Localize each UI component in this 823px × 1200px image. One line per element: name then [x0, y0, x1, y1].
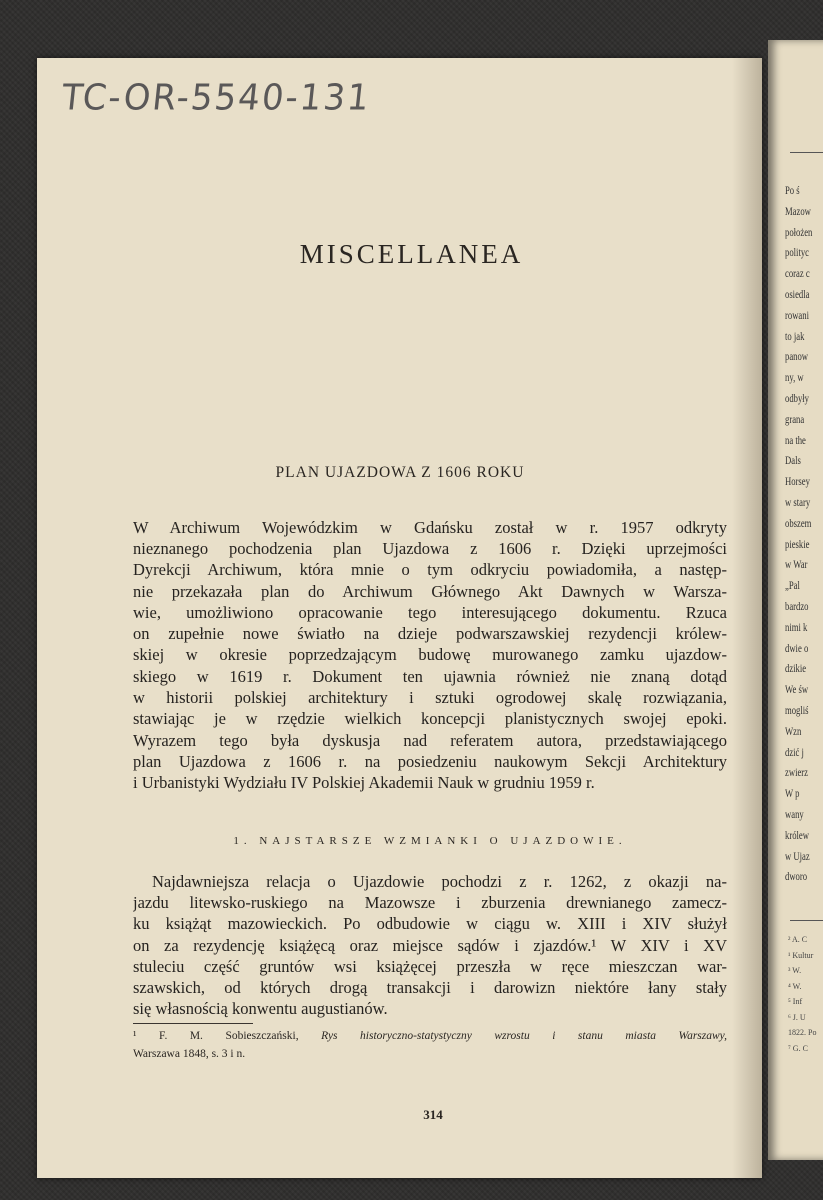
text-line: stuleciu część gruntów wsi książęcej przeszła w ręce mieszczan war-	[133, 956, 727, 976]
text-line: grana	[785, 411, 805, 426]
footnote-line: Warszawa 1848, s. 3 i n.	[133, 1048, 246, 1060]
paragraph-1	[133, 538, 727, 794]
paragraph-1-first-line	[133, 517, 727, 538]
text-line: wany	[785, 806, 804, 821]
text-line: Mazow	[785, 203, 811, 218]
text-line: pieskie	[785, 536, 810, 551]
text-line: w stary	[785, 494, 811, 509]
text-line: zwierz	[785, 765, 809, 780]
footnote-line	[133, 1027, 727, 1045]
text-line: plan Ujazdowa z 1606 r. na posiedzeniu naukowym Sekcji Architektury	[133, 751, 727, 771]
text-line: „Pal	[785, 578, 800, 593]
footnote-title: Rys historyczno-statystyczny wzrostu i stanu miasta Warszawy,	[321, 1030, 728, 1042]
text-line: Wzn	[785, 723, 802, 738]
text-line: wie, umożliwiono opracowanie tego interesującego dokumentu. Rzuca	[133, 602, 727, 622]
footnote	[133, 1027, 727, 1063]
text-line: ⁶ J. U	[788, 1012, 806, 1022]
text-line: położen	[785, 224, 813, 239]
text-line: skiego w 1619 r. Dokument ten ujawnia również nie znaną dotąd	[133, 666, 727, 686]
text-line: i Urbanistyki Wydziału IV Polskiej Akademii Nauk w grudniu 1959 r.	[133, 773, 595, 793]
text-line: na the	[785, 432, 806, 447]
text-line: odbyły	[785, 390, 810, 405]
text-line: się własnością konwentu augustianów.	[133, 999, 388, 1019]
text-line: Wyrazem tego była dyskusja nad referatem autora, przedstawiającego	[133, 730, 727, 750]
text-line: coraz c	[785, 266, 810, 281]
text-line: Dyrekcji Archiwum, która mnie o tym odkryciu powiadomiła, a następ-	[133, 560, 727, 580]
text-line: stawiając je w rzędzie wielkich koncepcji planistycznych swojej epoki.	[133, 709, 727, 729]
text-line: W Archiwum Wojewódzkim w Gdańsku został w r. 1957 odkryty	[133, 518, 727, 537]
paragraph-2-first-line	[152, 871, 727, 892]
text-line: ⁷ G. C	[788, 1043, 808, 1053]
text-line: nimi k	[785, 619, 808, 634]
paragraph-2	[133, 892, 727, 1020]
text-line: obszem	[785, 515, 812, 530]
text-line: 1822. Po	[788, 1028, 817, 1037]
text-line: panow	[785, 349, 809, 364]
subsection-heading: 1. NAJSTARSZE WZMIANKI O UJAZDOWIE.	[233, 835, 627, 847]
text-line: Dals	[785, 453, 801, 468]
text-line: szawskich, od których drogą transakcji i darowizn niektóre łany stały	[133, 978, 727, 998]
text-line: W p	[785, 786, 800, 801]
text-line: on za rezydencję książęcą oraz miejsce sądów i zjazdów.¹ W XIV i XV	[133, 935, 727, 955]
text-line: We św	[785, 682, 809, 697]
article-title: PLAN UJAZDOWA Z 1606 ROKU	[275, 464, 525, 481]
text-line: rowani	[785, 307, 809, 322]
text-line: w historii polskiej architektury i sztuki ogrodowej skalę rozwiązania,	[133, 688, 727, 708]
text-line: polityc	[785, 245, 809, 260]
text-line: jazdu litewsko-ruskiego na Mazowsze i zburzenia drewnianego zamecz-	[133, 893, 727, 912]
header-rule	[790, 152, 823, 153]
text-line: Najdawniejsza relacja o Ujazdowie pochodzi z r. 1262, z okazji na-	[152, 872, 727, 891]
archive-signature: TC-OR-5540-131	[59, 77, 373, 119]
text-line: skiej w okresie poprzedzającym budowę murowanego zamku ujazdow-	[133, 645, 727, 665]
text-line: to jak	[785, 328, 805, 343]
text-line: ¹ Kultur	[788, 950, 814, 960]
text-line: dzić j	[785, 744, 804, 759]
section-title: MISCELLANEA	[299, 239, 524, 269]
next-page-edge	[768, 40, 823, 1160]
text-line: dzikie	[785, 661, 807, 676]
text-line: ³ W.	[788, 966, 802, 975]
footnote-rule	[133, 1023, 253, 1024]
text-line: ny, w	[785, 370, 804, 385]
text-line: ku książąt mazowieckich. Po odbudowie w ciągu w. XIII i XIV służył	[133, 914, 727, 934]
text-line: nie przekazała plan do Archiwum Głównego Akt Dawnych w Warsza-	[133, 581, 727, 601]
text-line: Horsey	[785, 474, 810, 489]
text-line: nieznanego pochodzenia plan Ujazdowa z 1606 r. Dzięki uprzejmości	[133, 539, 727, 558]
text-line: królew	[785, 827, 809, 842]
text-line: ² A. C	[788, 935, 808, 944]
text-line: dworo	[785, 869, 808, 884]
text-line: ⁵ Inf	[788, 997, 803, 1006]
text-line: dwie o	[785, 640, 809, 655]
text-line: w War	[785, 557, 808, 572]
text-line: ⁴ W.	[788, 981, 802, 991]
footnote-author: ¹ F. M. Sobieszczański,	[133, 1030, 299, 1042]
text-line: osiedla	[785, 286, 810, 301]
page-number: 314	[423, 1107, 443, 1122]
text-line: bardzo	[785, 598, 809, 613]
text-line: Po ś	[785, 183, 800, 197]
text-line: mogliś	[785, 702, 809, 717]
next-page-footnotes	[788, 932, 823, 1056]
text-line: on zupełnie nowe światło na dzieje podwarszawskiej rezydencji królew-	[133, 624, 727, 644]
footnote-rule	[790, 920, 823, 921]
next-page-text	[785, 180, 823, 887]
text-line: w Ujaz	[785, 848, 810, 863]
